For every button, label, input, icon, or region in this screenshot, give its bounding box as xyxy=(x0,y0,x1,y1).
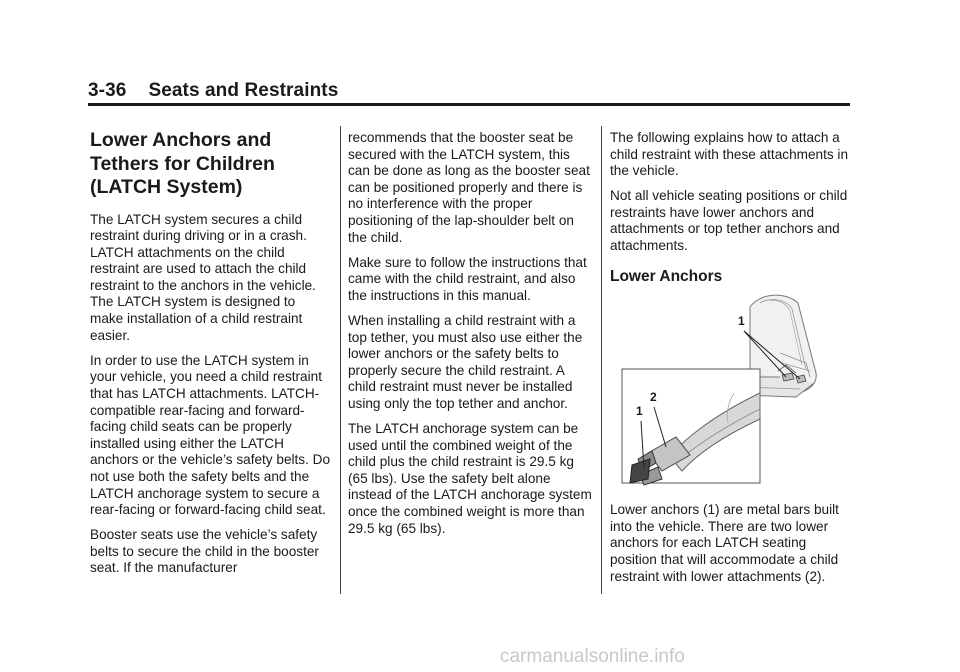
seat-anchor-drawing xyxy=(610,293,854,493)
section-title: Seats and Restraints xyxy=(148,80,339,101)
column-1 xyxy=(90,126,332,585)
paragraph: In order to use the LATCH system in your vehicle, you need a child restraint that has LATCH attachments. LATCH-compatible rear-facing and forward-facing child seats can be properly installed using either the LATCH anchors or the vehicle’s safety belts. Do not use both the safety belts and the LATCH anchorage system to secure a rear-facing or forward-facing child seat. xyxy=(90,352,331,518)
heading-line-1: Lower Anchors and xyxy=(90,129,272,151)
header-rule xyxy=(88,103,850,106)
callout-label: 1 xyxy=(636,404,643,419)
watermark: carmanualsonline.info xyxy=(500,646,685,667)
callout-label: 1 xyxy=(738,314,745,329)
paragraph: When installing a child restraint with a top tether, you must also use either the lower anchors or the safety belts to properly secure the child restraint. A child restraint must never be installed using only the top tether and anchor. xyxy=(348,312,583,411)
column-3 xyxy=(610,130,854,594)
paragraph: Booster seats use the vehicle’s safety belts to secure the child in the booster seat. If the manufacturer xyxy=(90,527,319,576)
page-number: 3-36 xyxy=(88,80,127,101)
paragraph: Not all vehicle seating positions or child restraints have lower anchors and attachments or top tether anchors and attachments. xyxy=(610,188,848,254)
paragraph: The LATCH anchorage system can be used until the combined weight of the child plus the child restraint is 29.5 kg (65 lbs). Use the safety belt alone instead of the LATCH anchorage system once the combined weight is more than 29.5 kg (65 lbs). xyxy=(348,421,592,536)
column-2 xyxy=(348,130,594,546)
heading-line-3: (LATCH System) xyxy=(90,176,243,198)
heading-line-2: Tethers for Children xyxy=(90,152,275,175)
section-heading xyxy=(90,129,332,200)
paragraph: The LATCH system secures a child restraint during driving or in a crash. LATCH attachments on the child restraint are used to attach the child restraint to the anchors in the vehicle. The LATCH system is designed to make installation of a child restraint easier. xyxy=(90,211,316,343)
paragraph: The following explains how to attach a child restraint with these attachments in the vehicle. xyxy=(610,130,849,179)
paragraph: recommends that the booster seat be secured with the LATCH system, this can be done as long as the booster seat can be positioned properly and there is no interference with the proper positioning of the lap-shoulder belt on the child. xyxy=(348,130,590,245)
paragraph: Make sure to follow the instructions that came with the child restraint, and also the instructions in this manual. xyxy=(348,254,587,303)
column-divider xyxy=(340,126,341,594)
paragraph: Lower anchors (1) are metal bars built into the vehicle. There are two lower anchors for each LATCH seating position that will accommodate a child restraint with lower attachments (2). xyxy=(610,502,839,584)
subsection-heading: Lower Anchors xyxy=(610,267,723,285)
callout-label: 2 xyxy=(650,390,657,405)
page-header xyxy=(88,80,850,102)
column-divider xyxy=(601,126,602,594)
header-text xyxy=(88,80,850,102)
lower-anchors-illustration xyxy=(610,293,854,493)
